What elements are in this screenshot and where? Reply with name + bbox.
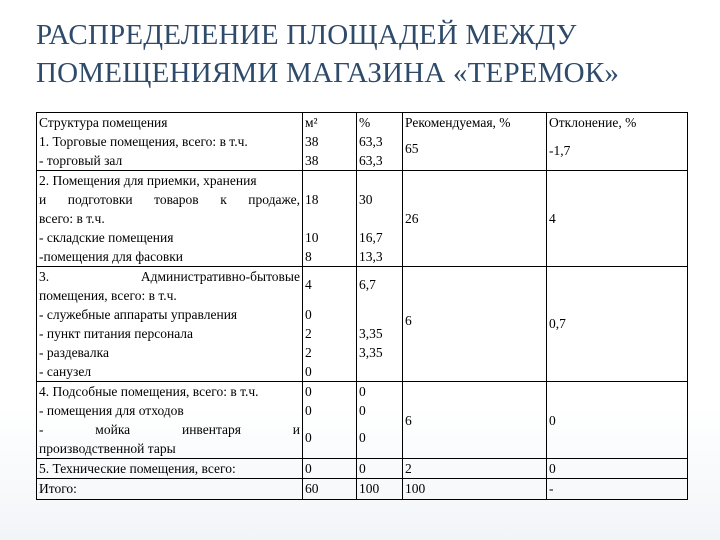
percent-value: 16,7 (359, 230, 383, 245)
recommended-cell (403, 267, 547, 382)
recommended-value: 100 (405, 481, 426, 496)
percent-value: 0 (359, 403, 366, 418)
row-label: и подготовки товаров к продаже, (39, 192, 300, 207)
deviation-cell (547, 171, 688, 267)
row-label: 1. Торговые помещения, всего: в т.ч. (39, 134, 248, 149)
area-value: 8 (305, 249, 312, 264)
percent-cell (357, 459, 403, 479)
percent-cell (357, 479, 403, 500)
percent-cell (357, 267, 403, 382)
area-value: 0 (305, 384, 312, 399)
structure-cell (37, 113, 303, 171)
recommended-cell (403, 113, 547, 171)
deviation-value: - (549, 481, 554, 496)
percent-cell (357, 382, 403, 459)
deviation-value: -1,7 (549, 143, 571, 158)
column-header-deviation: Отклонение, % (549, 115, 637, 130)
row-label: -помещения для фасовки (39, 249, 183, 264)
structure-cell (37, 479, 303, 500)
structure-cell (37, 382, 303, 459)
area-value: 18 (305, 192, 319, 207)
column-header-percent: % (359, 115, 371, 130)
recommended-cell (403, 382, 547, 459)
percent-value: 63,3 (359, 134, 383, 149)
area-cell (303, 171, 357, 267)
deviation-cell (547, 459, 688, 479)
percent-value: 100 (359, 481, 380, 496)
deviation-cell (547, 382, 688, 459)
column-header-structure: Структура помещения (39, 115, 168, 130)
area-value: 4 (305, 277, 312, 292)
table-row (37, 267, 688, 382)
area-value: 38 (305, 153, 319, 168)
percent-value: 0 (359, 430, 366, 445)
row-label: помещения, всего: в т.ч. (39, 288, 177, 303)
percent-value: 3,35 (359, 326, 383, 341)
deviation-cell (547, 267, 688, 382)
row-label: - раздевалка (39, 345, 109, 360)
percent-value: 30 (359, 192, 373, 207)
table-row (37, 382, 688, 459)
area-cell (303, 479, 357, 500)
structure-cell (37, 459, 303, 479)
percent-cell (357, 113, 403, 171)
recommended-cell (403, 171, 547, 267)
area-value: 0 (305, 307, 312, 322)
recommended-cell (403, 459, 547, 479)
area-cell (303, 113, 357, 171)
table-row (37, 171, 688, 267)
deviation-value: 0 (549, 461, 556, 476)
percent-value: 13,3 (359, 249, 383, 264)
row-label: - торговый зал (39, 153, 123, 168)
deviation-value: 0 (549, 412, 556, 428)
percent-value: 6,7 (359, 277, 376, 292)
recommended-value: 26 (405, 211, 419, 226)
column-header-recommended: Рекомендуемая, % (405, 115, 511, 130)
deviation-cell (547, 479, 688, 500)
row-label: - мойка инвентаря и (39, 422, 300, 437)
row-label: - помещения для отходов (39, 403, 184, 418)
table-row (37, 113, 688, 171)
deviation-value: 4 (549, 211, 556, 226)
recommended-value: 65 (405, 141, 419, 156)
recommended-value: 6 (405, 312, 412, 328)
percent-value: 0 (359, 461, 366, 476)
slide-title: РАСПРЕДЕЛЕНИЕ ПЛОЩАДЕЙ МЕЖДУ ПОМЕЩЕНИЯМИ МАГАЗИНА «ТЕРЕМОК» (36, 19, 620, 89)
percent-value: 0 (359, 384, 366, 399)
area-value: 0 (305, 430, 312, 445)
structure-cell (37, 171, 303, 267)
row-label: - служебные аппараты управления (39, 307, 238, 322)
area-value: 2 (305, 326, 312, 341)
area-value: 0 (305, 403, 312, 418)
deviation-value: 0,7 (549, 315, 566, 331)
area-value: 10 (305, 230, 319, 245)
recommended-value: 2 (405, 461, 412, 476)
percent-cell (357, 171, 403, 267)
area-value: 0 (305, 461, 312, 476)
area-distribution-table (36, 112, 688, 500)
row-label: Итого: (39, 481, 77, 496)
row-label: 3. Административно-бытовые (39, 269, 300, 284)
row-label: 2. Помещения для приемки, хранения (39, 173, 257, 188)
column-header-area: м² (305, 115, 318, 130)
row-label: - пункт питания персонала (39, 326, 194, 341)
area-cell (303, 267, 357, 382)
area-value: 0 (305, 364, 312, 379)
row-label: - санузел (39, 364, 92, 379)
recommended-value: 6 (405, 412, 412, 428)
row-label: всего: в т.ч. (39, 211, 105, 226)
recommended-cell (403, 479, 547, 500)
row-label: 4. Подсобные помещения, всего: в т.ч. (39, 384, 259, 399)
row-label: производственной тары (39, 441, 176, 456)
area-cell (303, 382, 357, 459)
area-cell (303, 459, 357, 479)
area-value: 60 (305, 481, 319, 496)
row-label: - складские помещения (39, 230, 174, 245)
table-row-total (37, 479, 688, 500)
table-row (37, 459, 688, 479)
area-value: 38 (305, 134, 319, 149)
percent-value: 3,35 (359, 345, 383, 360)
percent-value: 63,3 (359, 153, 383, 168)
structure-cell (37, 267, 303, 382)
deviation-cell (547, 113, 688, 171)
row-label: 5. Технические помещения, всего: (39, 461, 236, 476)
area-value: 2 (305, 345, 312, 360)
